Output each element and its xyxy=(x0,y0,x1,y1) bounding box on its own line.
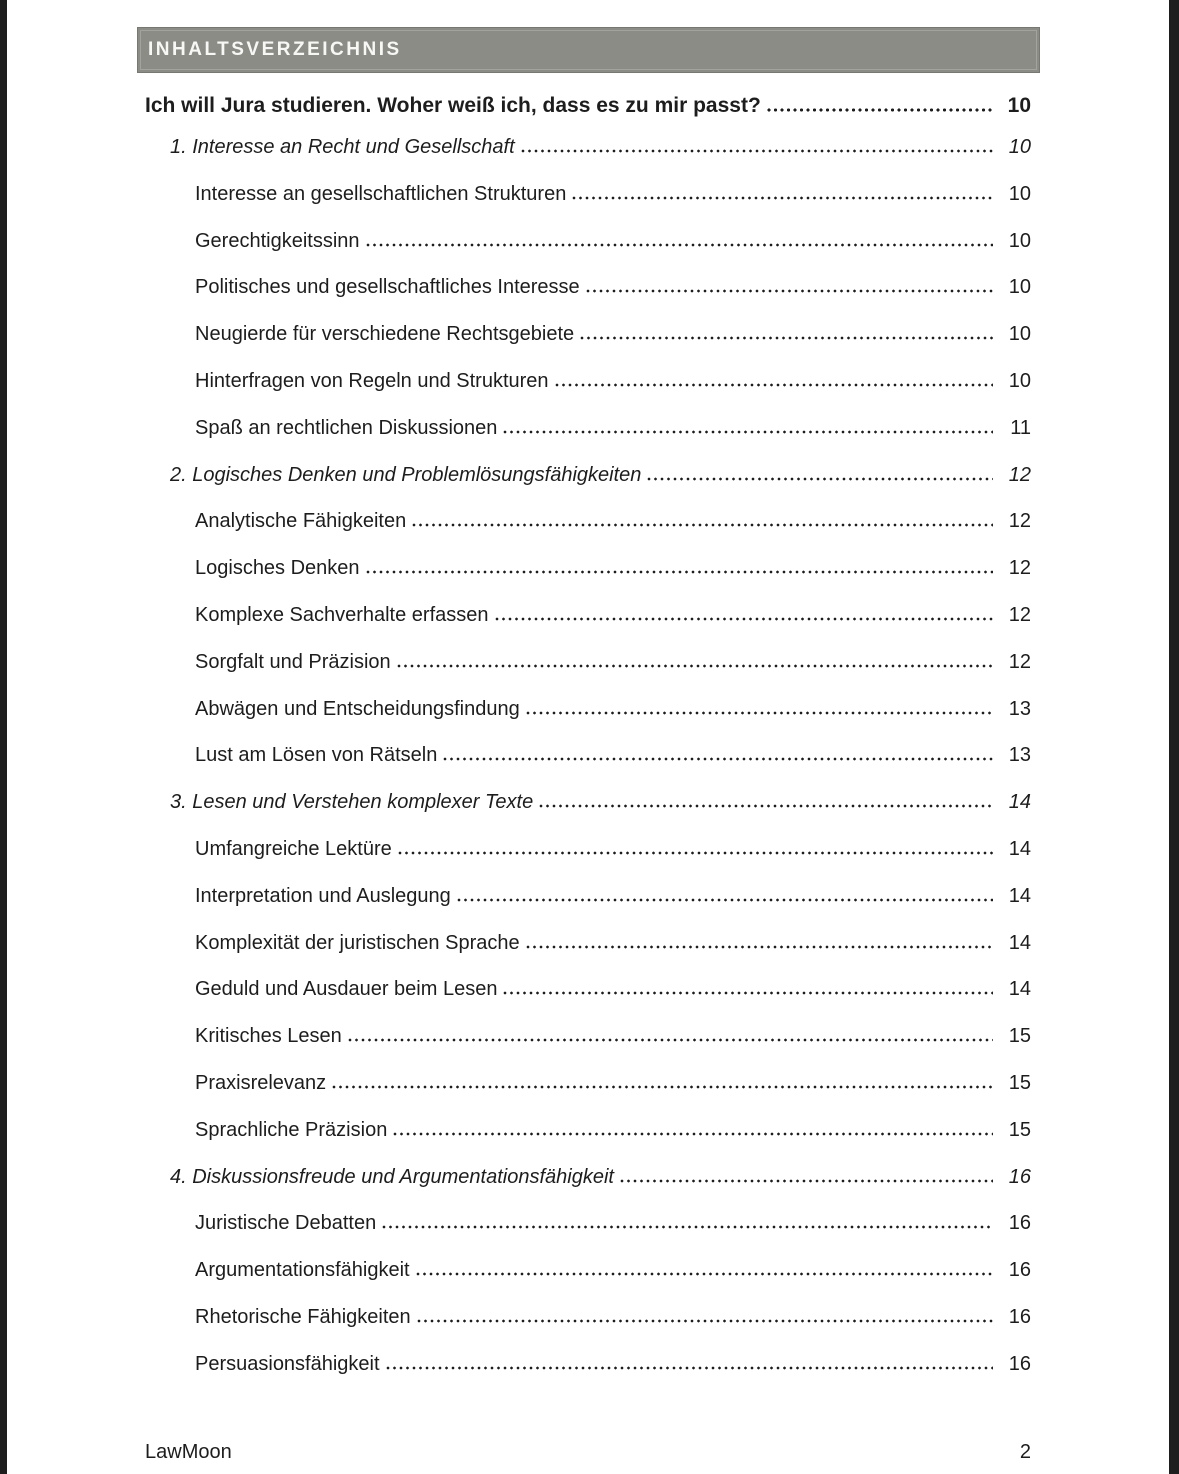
toc-entry-page: 10 xyxy=(1008,276,1031,299)
toc-entry-label: Geduld und Ausdauer beim Lesen xyxy=(195,978,498,1001)
dot-leader xyxy=(393,1132,993,1136)
toc-list xyxy=(145,88,1031,1388)
toc-entry-label: Komplexität der juristischen Sprache xyxy=(195,931,520,954)
dot-leader xyxy=(503,991,993,995)
toc-entry-label: Interpretation und Auslegung xyxy=(195,884,451,907)
dot-leader xyxy=(526,711,993,715)
dot-leader xyxy=(397,664,993,668)
toc-entry-page: 16 xyxy=(1008,1352,1031,1375)
toc-entry-label: Argumentationsfähigkeit xyxy=(195,1259,410,1282)
dot-leader xyxy=(348,1038,993,1042)
dot-leader xyxy=(457,898,993,902)
toc-entry[interactable] xyxy=(145,88,1031,124)
dot-leader xyxy=(580,336,993,340)
toc-entry-page: 13 xyxy=(1008,697,1031,720)
toc-entry[interactable] xyxy=(145,639,1031,686)
dot-leader xyxy=(495,617,994,621)
toc-entry-page: 12 xyxy=(1008,650,1031,673)
dot-leader xyxy=(555,383,993,387)
dot-leader xyxy=(539,804,993,808)
toc-entry-label: 2. Logisches Denken und Problemlösungsfähigkeiten xyxy=(170,463,642,486)
toc-entry[interactable] xyxy=(145,405,1031,452)
toc-entry[interactable] xyxy=(145,1060,1031,1107)
dot-leader xyxy=(572,196,993,200)
toc-entry-label: Juristische Debatten xyxy=(195,1212,377,1235)
dot-leader xyxy=(412,523,993,527)
toc-entry[interactable] xyxy=(145,545,1031,592)
toc-entry-label: Spaß an rechtlichen Diskussionen xyxy=(195,416,498,439)
toc-entry-label: Politisches und gesellschaftliches Interesse xyxy=(195,276,580,299)
toc-entry-label: Abwägen und Entscheidungsfindung xyxy=(195,697,520,720)
dot-leader xyxy=(586,289,993,293)
toc-entry[interactable] xyxy=(145,358,1031,405)
toc-entry[interactable] xyxy=(145,1013,1031,1060)
dot-leader xyxy=(443,757,993,761)
dot-leader xyxy=(417,1319,993,1323)
toc-entry[interactable] xyxy=(145,779,1031,826)
toc-entry-page: 11 xyxy=(1010,416,1031,439)
toc-entry-label: Gerechtigkeitssinn xyxy=(195,229,360,252)
document-page xyxy=(7,0,1169,1474)
toc-entry-page: 14 xyxy=(1008,931,1031,954)
toc-entry[interactable] xyxy=(145,592,1031,639)
toc-entry-page: 14 xyxy=(1008,978,1031,1001)
toc-entry-page: 15 xyxy=(1008,1071,1031,1094)
toc-entry-page: 12 xyxy=(1008,510,1031,533)
viewer-edge-left xyxy=(0,0,7,1474)
page-footer xyxy=(145,1439,1031,1465)
toc-entry[interactable] xyxy=(145,452,1031,499)
dot-leader xyxy=(503,430,993,434)
dot-leader xyxy=(332,1085,993,1089)
dot-leader xyxy=(526,945,993,949)
toc-entry-page: 14 xyxy=(1008,791,1031,814)
toc-entry-label: Praxisrelevanz xyxy=(195,1071,327,1094)
toc-entry-label: Komplexe Sachverhalte erfassen xyxy=(195,603,489,626)
toc-header-title: INHALTSVERZEICHNIS xyxy=(148,39,402,60)
toc-entry[interactable] xyxy=(145,826,1031,873)
toc-entry-label: Neugierde für verschiedene Rechtsgebiete xyxy=(195,323,575,346)
dot-leader xyxy=(620,1179,993,1183)
footer-brand: LawMoon xyxy=(145,1441,232,1463)
toc-entry-label: Interesse an gesellschaftlichen Strukturen xyxy=(195,182,567,205)
toc-entry-page: 10 xyxy=(1008,136,1031,158)
toc-entry-label: 4. Diskussionsfreude und Argumentationsfähigkeit xyxy=(170,1165,614,1188)
toc-entry-page: 15 xyxy=(1008,1118,1031,1141)
toc-entry-label: Analytische Fähigkeiten xyxy=(195,510,407,533)
viewer-edge-right xyxy=(1169,0,1179,1474)
toc-entry-page: 12 xyxy=(1008,557,1031,580)
toc-entry[interactable] xyxy=(145,1294,1031,1341)
toc-entry[interactable] xyxy=(145,218,1031,265)
toc-entry[interactable] xyxy=(145,966,1031,1013)
dot-leader xyxy=(647,477,993,481)
toc-entry-label: Ich will Jura studieren. Woher weiß ich, dass es zu mir passt? xyxy=(145,94,761,117)
toc-header-bar xyxy=(137,27,1040,73)
dot-leader xyxy=(521,149,993,153)
toc-entry[interactable] xyxy=(145,1341,1031,1388)
toc-entry-page: 16 xyxy=(1008,1259,1031,1282)
toc-entry-label: Umfangreiche Lektüre xyxy=(195,837,392,860)
toc-entry-page: 10 xyxy=(1007,94,1031,117)
toc-entry-label: Lust am Lösen von Rätseln xyxy=(195,744,438,767)
toc-entry[interactable] xyxy=(145,732,1031,779)
toc-entry-label: Kritisches Lesen xyxy=(195,1025,342,1048)
toc-entry-page: 10 xyxy=(1008,182,1031,205)
toc-entry-label: 3. Lesen und Verstehen komplexer Texte xyxy=(170,791,534,814)
toc-entry-page: 10 xyxy=(1008,369,1031,392)
toc-entry-page: 10 xyxy=(1008,229,1031,252)
toc-entry[interactable] xyxy=(145,311,1031,358)
dot-leader xyxy=(366,570,993,574)
dot-leader xyxy=(416,1272,993,1276)
dot-leader xyxy=(382,1225,993,1229)
toc-entry-label: Rhetorische Fähigkeiten xyxy=(195,1305,411,1328)
toc-entry[interactable] xyxy=(145,686,1031,733)
toc-entry[interactable] xyxy=(145,1154,1031,1201)
toc-entry-page: 14 xyxy=(1008,837,1031,860)
toc-entry-page: 13 xyxy=(1008,744,1031,767)
toc-entry-label: Logisches Denken xyxy=(195,557,360,580)
dot-leader xyxy=(767,108,993,112)
toc-entry-label: Sprachliche Präzision xyxy=(195,1118,388,1141)
toc-entry[interactable] xyxy=(145,1200,1031,1247)
toc-entry-page: 12 xyxy=(1008,603,1031,626)
toc-entry-label: Persuasionsfähigkeit xyxy=(195,1352,380,1375)
toc-entry[interactable] xyxy=(145,124,1031,171)
toc-entry[interactable] xyxy=(145,1247,1031,1294)
toc-entry-page: 12 xyxy=(1008,463,1031,486)
toc-entry-page: 16 xyxy=(1008,1212,1031,1235)
toc-entry-page: 16 xyxy=(1008,1165,1031,1188)
toc-entry[interactable] xyxy=(145,920,1031,967)
toc-entry-page: 15 xyxy=(1008,1025,1031,1048)
toc-entry-label: Hinterfragen von Regeln und Strukturen xyxy=(195,369,549,392)
dot-leader xyxy=(386,1366,993,1370)
toc-entry[interactable] xyxy=(145,873,1031,920)
toc-entry[interactable] xyxy=(145,264,1031,311)
dot-leader xyxy=(398,851,993,855)
dot-leader xyxy=(366,243,993,247)
toc-entry-page: 14 xyxy=(1008,884,1031,907)
toc-entry-label: Sorgfalt und Präzision xyxy=(195,650,391,673)
footer-page-number: 2 xyxy=(1019,1441,1031,1463)
toc-entry-page: 16 xyxy=(1008,1305,1031,1328)
toc-entry-label: 1. Interesse an Recht und Gesellschaft xyxy=(170,136,515,158)
toc-entry[interactable] xyxy=(145,498,1031,545)
toc-entry[interactable] xyxy=(145,171,1031,218)
toc-entry[interactable] xyxy=(145,1107,1031,1154)
toc-entry-page: 10 xyxy=(1008,323,1031,346)
